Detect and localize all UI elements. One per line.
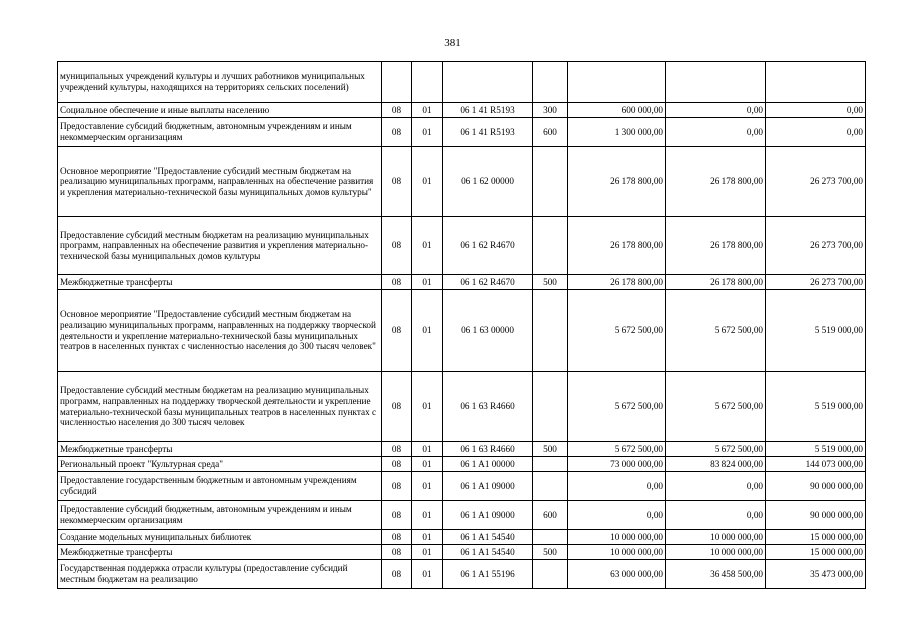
amount-year-2 bbox=[666, 62, 766, 103]
amount-year-1: 0,00 bbox=[568, 472, 666, 501]
amount-year-1: 73 000 000,00 bbox=[568, 457, 666, 472]
subsection-code: 01 bbox=[412, 560, 443, 589]
target-article-code: 06 1 41 R5193 bbox=[443, 118, 533, 147]
amount-year-2: 0,00 bbox=[666, 472, 766, 501]
amount-year-3: 0,00 bbox=[766, 103, 866, 118]
subsection-code: 01 bbox=[412, 457, 443, 472]
amount-year-2: 26 178 800,00 bbox=[666, 275, 766, 290]
amount-year-1: 600 000,00 bbox=[568, 103, 666, 118]
amount-year-1: 10 000 000,00 bbox=[568, 545, 666, 560]
amount-year-2: 5 672 500,00 bbox=[666, 442, 766, 457]
row-name: Региональный проект "Культурная среда" bbox=[58, 457, 382, 472]
section-code: 08 bbox=[382, 560, 412, 589]
table-row bbox=[58, 545, 866, 560]
table-row bbox=[58, 217, 866, 275]
subsection-code: 01 bbox=[412, 442, 443, 457]
amount-year-3: 26 273 700,00 bbox=[766, 147, 866, 217]
amount-year-1: 0,00 bbox=[568, 501, 666, 530]
amount-year-2: 36 458 500,00 bbox=[666, 560, 766, 589]
target-article-code bbox=[443, 62, 533, 103]
target-article-code: 06 1 A1 00000 bbox=[443, 457, 533, 472]
target-article-code: 06 1 A1 54540 bbox=[443, 545, 533, 560]
table-row bbox=[58, 457, 866, 472]
amount-year-2: 10 000 000,00 bbox=[666, 545, 766, 560]
amount-year-3: 35 473 000,00 bbox=[766, 560, 866, 589]
amount-year-3: 5 519 000,00 bbox=[766, 372, 866, 442]
subsection-code: 01 bbox=[412, 103, 443, 118]
amount-year-2: 0,00 bbox=[666, 501, 766, 530]
table-row bbox=[58, 275, 866, 290]
row-name: Создание модельных муниципальных библиотек bbox=[58, 530, 382, 545]
table-row bbox=[58, 290, 866, 372]
expense-type-code bbox=[533, 217, 568, 275]
subsection-code: 01 bbox=[412, 545, 443, 560]
expense-type-code bbox=[533, 372, 568, 442]
row-name: Основное мероприятие "Предоставление субсидий местным бюджетам на реализацию муниципальных программ, направленных на поддержку творческой деятельности и укрепление материально-технической базы муниципальных театров в населенных пунктах с численностью населения до 300 тысяч человек" bbox=[58, 290, 382, 372]
amount-year-1: 26 178 800,00 bbox=[568, 275, 666, 290]
amount-year-3: 144 073 000,00 bbox=[766, 457, 866, 472]
target-article-code: 06 1 A1 09000 bbox=[443, 501, 533, 530]
amount-year-3: 0,00 bbox=[766, 118, 866, 147]
expense-type-code bbox=[533, 62, 568, 103]
subsection-code: 01 bbox=[412, 372, 443, 442]
amount-year-2: 5 672 500,00 bbox=[666, 290, 766, 372]
table-row bbox=[58, 147, 866, 217]
expense-type-code: 300 bbox=[533, 103, 568, 118]
target-article-code: 06 1 41 R5193 bbox=[443, 103, 533, 118]
amount-year-1: 63 000 000,00 bbox=[568, 560, 666, 589]
target-article-code: 06 1 A1 54540 bbox=[443, 530, 533, 545]
row-name: Государственная поддержка отрасли культуры (предоставление субсидий местным бюджетам на реализацию bbox=[58, 560, 382, 589]
row-name: Основное мероприятие "Предоставление субсидий местным бюджетам на реализацию муниципальных программ, направленных на обеспечение развития и укрепления материально-технической базы муниципальных домов культуры" bbox=[58, 147, 382, 217]
section-code: 08 bbox=[382, 472, 412, 501]
subsection-code: 01 bbox=[412, 530, 443, 545]
row-name: Предоставление субсидий бюджетным, автономным учреждениям и иным некоммерческим организациям bbox=[58, 118, 382, 147]
target-article-code: 06 1 63 00000 bbox=[443, 290, 533, 372]
section-code: 08 bbox=[382, 118, 412, 147]
target-article-code: 06 1 A1 55196 bbox=[443, 560, 533, 589]
amount-year-1: 5 672 500,00 bbox=[568, 442, 666, 457]
expense-type-code: 500 bbox=[533, 442, 568, 457]
amount-year-2: 26 178 800,00 bbox=[666, 217, 766, 275]
amount-year-3: 90 000 000,00 bbox=[766, 472, 866, 501]
table-row bbox=[58, 103, 866, 118]
section-code: 08 bbox=[382, 442, 412, 457]
amount-year-3: 26 273 700,00 bbox=[766, 217, 866, 275]
amount-year-3: 5 519 000,00 bbox=[766, 442, 866, 457]
amount-year-3: 90 000 000,00 bbox=[766, 501, 866, 530]
table-row bbox=[58, 472, 866, 501]
target-article-code: 06 1 63 R4660 bbox=[443, 372, 533, 442]
expense-type-code: 500 bbox=[533, 545, 568, 560]
budget-table bbox=[57, 61, 866, 589]
expense-type-code: 500 bbox=[533, 275, 568, 290]
section-code: 08 bbox=[382, 372, 412, 442]
amount-year-2: 26 178 800,00 bbox=[666, 147, 766, 217]
table-row bbox=[58, 442, 866, 457]
amount-year-1: 1 300 000,00 bbox=[568, 118, 666, 147]
amount-year-1: 5 672 500,00 bbox=[568, 290, 666, 372]
subsection-code: 01 bbox=[412, 275, 443, 290]
table-row bbox=[58, 530, 866, 545]
section-code: 08 bbox=[382, 545, 412, 560]
section-code: 08 bbox=[382, 457, 412, 472]
amount-year-1: 26 178 800,00 bbox=[568, 217, 666, 275]
section-code: 08 bbox=[382, 103, 412, 118]
amount-year-2: 10 000 000,00 bbox=[666, 530, 766, 545]
amount-year-3 bbox=[766, 62, 866, 103]
amount-year-1: 5 672 500,00 bbox=[568, 372, 666, 442]
row-name: муниципальных учреждений культуры и лучших работников муниципальных учреждений культуры, находящихся на территориях сельских поселений) bbox=[58, 62, 382, 103]
table-row bbox=[58, 501, 866, 530]
section-code: 08 bbox=[382, 217, 412, 275]
table-row bbox=[58, 118, 866, 147]
amount-year-2: 83 824 000,00 bbox=[666, 457, 766, 472]
amount-year-2: 5 672 500,00 bbox=[666, 372, 766, 442]
amount-year-3: 5 519 000,00 bbox=[766, 290, 866, 372]
expense-type-code bbox=[533, 560, 568, 589]
target-article-code: 06 1 63 R4660 bbox=[443, 442, 533, 457]
amount-year-3: 26 273 700,00 bbox=[766, 275, 866, 290]
expense-type-code bbox=[533, 530, 568, 545]
section-code: 08 bbox=[382, 147, 412, 217]
expense-type-code: 600 bbox=[533, 118, 568, 147]
subsection-code: 01 bbox=[412, 147, 443, 217]
row-name: Предоставление субсидий местным бюджетам на реализацию муниципальных программ, направленных на поддержку творческой деятельности и укрепление материально-технической базы муниципальных театров в населенных пунктах с численностью населения до 300 тысяч человек bbox=[58, 372, 382, 442]
expense-type-code bbox=[533, 457, 568, 472]
row-name: Предоставление государственным бюджетным и автономным учреждениям субсидий bbox=[58, 472, 382, 501]
expense-type-code bbox=[533, 290, 568, 372]
amount-year-3: 15 000 000,00 bbox=[766, 530, 866, 545]
section-code: 08 bbox=[382, 530, 412, 545]
section-code: 08 bbox=[382, 501, 412, 530]
amount-year-3: 15 000 000,00 bbox=[766, 545, 866, 560]
row-name: Межбюджетные трансферты bbox=[58, 545, 382, 560]
amount-year-1: 26 178 800,00 bbox=[568, 147, 666, 217]
row-name: Межбюджетные трансферты bbox=[58, 442, 382, 457]
expense-type-code bbox=[533, 147, 568, 217]
expense-type-code bbox=[533, 472, 568, 501]
subsection-code: 01 bbox=[412, 217, 443, 275]
amount-year-2: 0,00 bbox=[666, 103, 766, 118]
target-article-code: 06 1 62 R4670 bbox=[443, 217, 533, 275]
subsection-code: 01 bbox=[412, 472, 443, 501]
target-article-code: 06 1 62 R4670 bbox=[443, 275, 533, 290]
row-name: Предоставление субсидий местным бюджетам на реализацию муниципальных программ, направленных на обеспечение развития и укрепления материально-технической базы муниципальных домов культуры bbox=[58, 217, 382, 275]
table-row bbox=[58, 372, 866, 442]
target-article-code: 06 1 62 00000 bbox=[443, 147, 533, 217]
expense-type-code: 600 bbox=[533, 501, 568, 530]
row-name: Социальное обеспечение и иные выплаты населению bbox=[58, 103, 382, 118]
row-name: Межбюджетные трансферты bbox=[58, 275, 382, 290]
amount-year-1 bbox=[568, 62, 666, 103]
table-row bbox=[58, 560, 866, 589]
amount-year-1: 10 000 000,00 bbox=[568, 530, 666, 545]
subsection-code: 01 bbox=[412, 290, 443, 372]
row-name: Предоставление субсидий бюджетным, автономным учреждениям и иным некоммерческим организациям bbox=[58, 501, 382, 530]
section-code: 08 bbox=[382, 275, 412, 290]
section-code bbox=[382, 62, 412, 103]
target-article-code: 06 1 A1 09000 bbox=[443, 472, 533, 501]
page-number: 381 bbox=[444, 37, 461, 49]
subsection-code bbox=[412, 62, 443, 103]
subsection-code: 01 bbox=[412, 118, 443, 147]
subsection-code: 01 bbox=[412, 501, 443, 530]
amount-year-2: 0,00 bbox=[666, 118, 766, 147]
section-code: 08 bbox=[382, 290, 412, 372]
table-row bbox=[58, 62, 866, 103]
